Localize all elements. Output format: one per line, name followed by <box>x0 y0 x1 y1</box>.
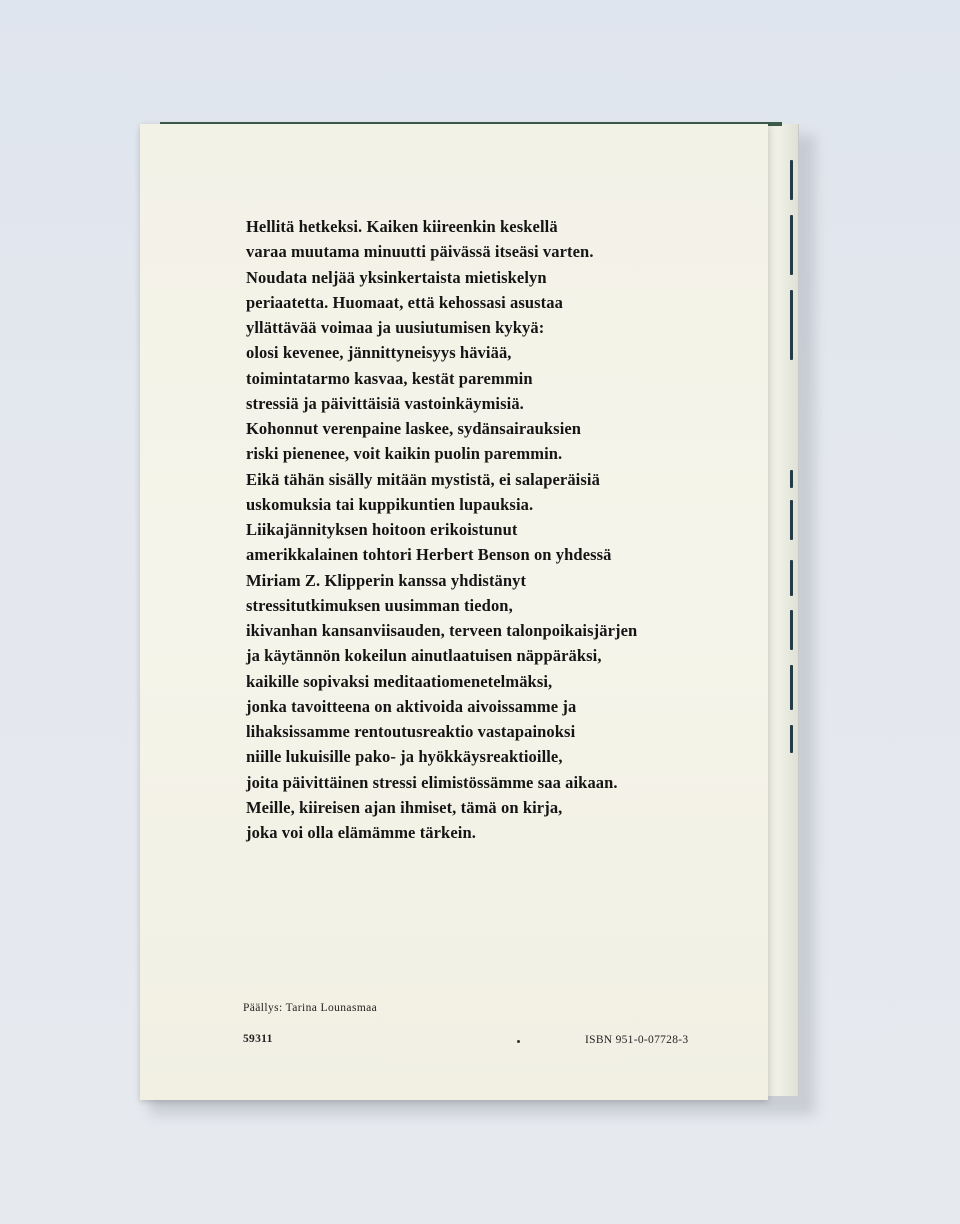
spine-print-mark <box>790 725 793 753</box>
blurb-line: Noudata neljää yksinkertaista mietiskelyn <box>246 267 547 287</box>
blurb-line: niille lukuisille pako- ja hyökkäysreaktioille, <box>246 747 563 767</box>
blurb-line: kaikille sopivaksi meditaatiomenetelmäksi, <box>246 671 553 691</box>
blurb-line: lihaksissamme rentoutusreaktio vastapainoksi <box>246 722 576 741</box>
spine-print-mark <box>790 665 793 710</box>
blurb-line: Hellitä hetkeksi. Kaiken kiireenkin keskellä <box>246 217 558 236</box>
blurb-line: riski pienenee, voit kaikin puolin paremmin. <box>246 444 563 464</box>
blurb-line: olosi kevenee, jännittyneisyys häviää, <box>246 343 512 363</box>
spine-print-mark <box>790 215 793 275</box>
spine-print-mark <box>790 160 793 200</box>
blurb-line: Liikajännityksen hoitoon erikoistunut <box>246 520 518 539</box>
product-code: 59311 <box>243 1033 273 1045</box>
spine-print-mark <box>790 610 793 650</box>
blurb-line: joka voi olla elämämme tärkein. <box>246 823 476 842</box>
blurb-line: ikivanhan kansanviisauden, terveen talonpoikaisjärjen <box>246 621 638 640</box>
cover-credit: Päällys: Tarina Lounasmaa <box>243 1002 378 1014</box>
blurb-line: varaa muutama minuutti päivässä itseäsi varten. <box>246 242 594 262</box>
blurb-line: toimintatarmo kasvaa, kestät paremmin <box>246 368 533 388</box>
center-dot <box>517 1040 520 1043</box>
spine-print-mark <box>790 560 793 596</box>
spine-print-mark <box>790 500 793 540</box>
blurb-line: stressiä ja päivittäisiä vastoinkäymisiä. <box>246 393 524 413</box>
blurb-line: joita päivittäinen stressi elimistössämme saa aikaan. <box>246 772 618 792</box>
blurb-line: periaatetta. Huomaat, että kehossasi asustaa <box>246 292 563 312</box>
blurb-line: Kohonnut verenpaine laskee, sydänsairauksien <box>246 419 582 438</box>
blurb-line: yllättävää voimaa ja uusiutumisen kykyä: <box>246 318 545 337</box>
spine-print-mark <box>790 470 793 488</box>
blurb-line: uskomuksia tai kuppikuntien lupauksia. <box>246 494 534 514</box>
blurb-line: jonka tavoitteena on aktivoida aivoissamme ja <box>246 696 577 716</box>
spine-print-mark <box>790 290 793 360</box>
blurb-line: amerikkalainen tohtori Herbert Benson on yhdessä <box>246 545 612 565</box>
isbn-number: ISBN 951-0-07728-3 <box>585 1034 689 1046</box>
blurb-line: Meille, kiireisen ajan ihmiset, tämä on kirja, <box>246 797 563 817</box>
blurb-line: Eikä tähän sisälly mitään mystistä, ei salaperäisiä <box>246 469 600 489</box>
blurb-line: Miriam Z. Klipperin kanssa yhdistänyt <box>246 570 527 590</box>
blurb-text <box>246 214 726 845</box>
blurb-line: stressitutkimuksen uusimman tiedon, <box>246 595 513 615</box>
blurb-line: ja käytännön kokeilun ainutlaatuisen näppäräksi, <box>246 646 602 666</box>
